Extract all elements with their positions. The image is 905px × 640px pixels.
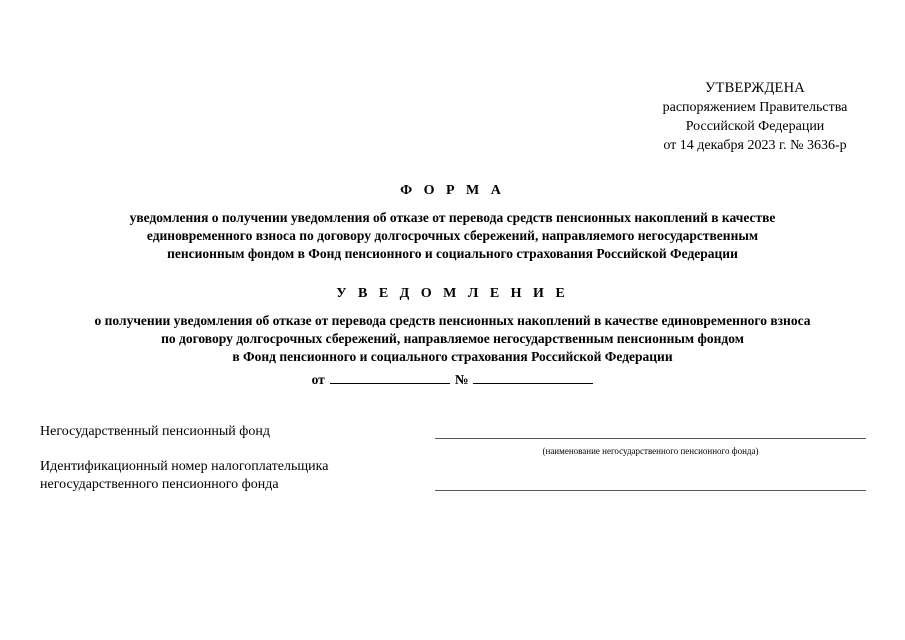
notification-title: У В Е Д О М Л Е Н И Е bbox=[336, 286, 569, 301]
date-field[interactable] bbox=[330, 369, 450, 384]
inn-label-line: негосударственного пенсионного фонда bbox=[40, 477, 279, 492]
notification-description-line: о получении уведомления об отказе от перевода средств пенсионных накоплений в качестве единовременного взноса bbox=[94, 313, 811, 328]
approval-line: распоряжением Правительства bbox=[662, 100, 848, 115]
notification-description bbox=[0, 312, 905, 366]
inn-label bbox=[40, 458, 328, 494]
approval-title: УТВЕРЖДЕНА bbox=[705, 80, 805, 96]
notification-description-line: в Фонд пенсионного и социального страхования Российской Федерации bbox=[232, 349, 673, 364]
fund-caption: (наименование негосударственного пенсионного фонда) bbox=[542, 446, 759, 456]
inn-label-line: Идентификационный номер налогоплательщика bbox=[40, 459, 329, 474]
form-description-line: уведомления о получении уведомления об отказе от перевода средств пенсионных накоплений в качестве bbox=[129, 210, 776, 225]
approval-line: от 14 декабря 2023 г. № 3636-р bbox=[663, 138, 847, 153]
inn-field[interactable] bbox=[435, 490, 866, 491]
number-field[interactable] bbox=[473, 369, 593, 384]
approval-stamp bbox=[640, 79, 870, 155]
date-prefix: от bbox=[311, 372, 325, 387]
number-sign: № bbox=[454, 372, 469, 387]
form-description bbox=[0, 209, 905, 263]
form-description-line: единовременного взноса по договору долгосрочных сбережений, направляемого негосударственным bbox=[146, 228, 759, 243]
fund-label: Негосударственный пенсионный фонд bbox=[40, 424, 270, 439]
fund-name-field[interactable] bbox=[435, 438, 866, 439]
form-title: Ф О Р М А bbox=[400, 183, 505, 198]
approval-line: Российской Федерации bbox=[685, 119, 825, 134]
notification-description-line: по договору долгосрочных сбережений, направляемое негосударственным пенсионным фондом bbox=[161, 331, 744, 346]
date-number-line bbox=[0, 369, 905, 388]
form-description-line: пенсионным фондом в Фонд пенсионного и социального страхования Российской Федерации bbox=[167, 246, 738, 261]
